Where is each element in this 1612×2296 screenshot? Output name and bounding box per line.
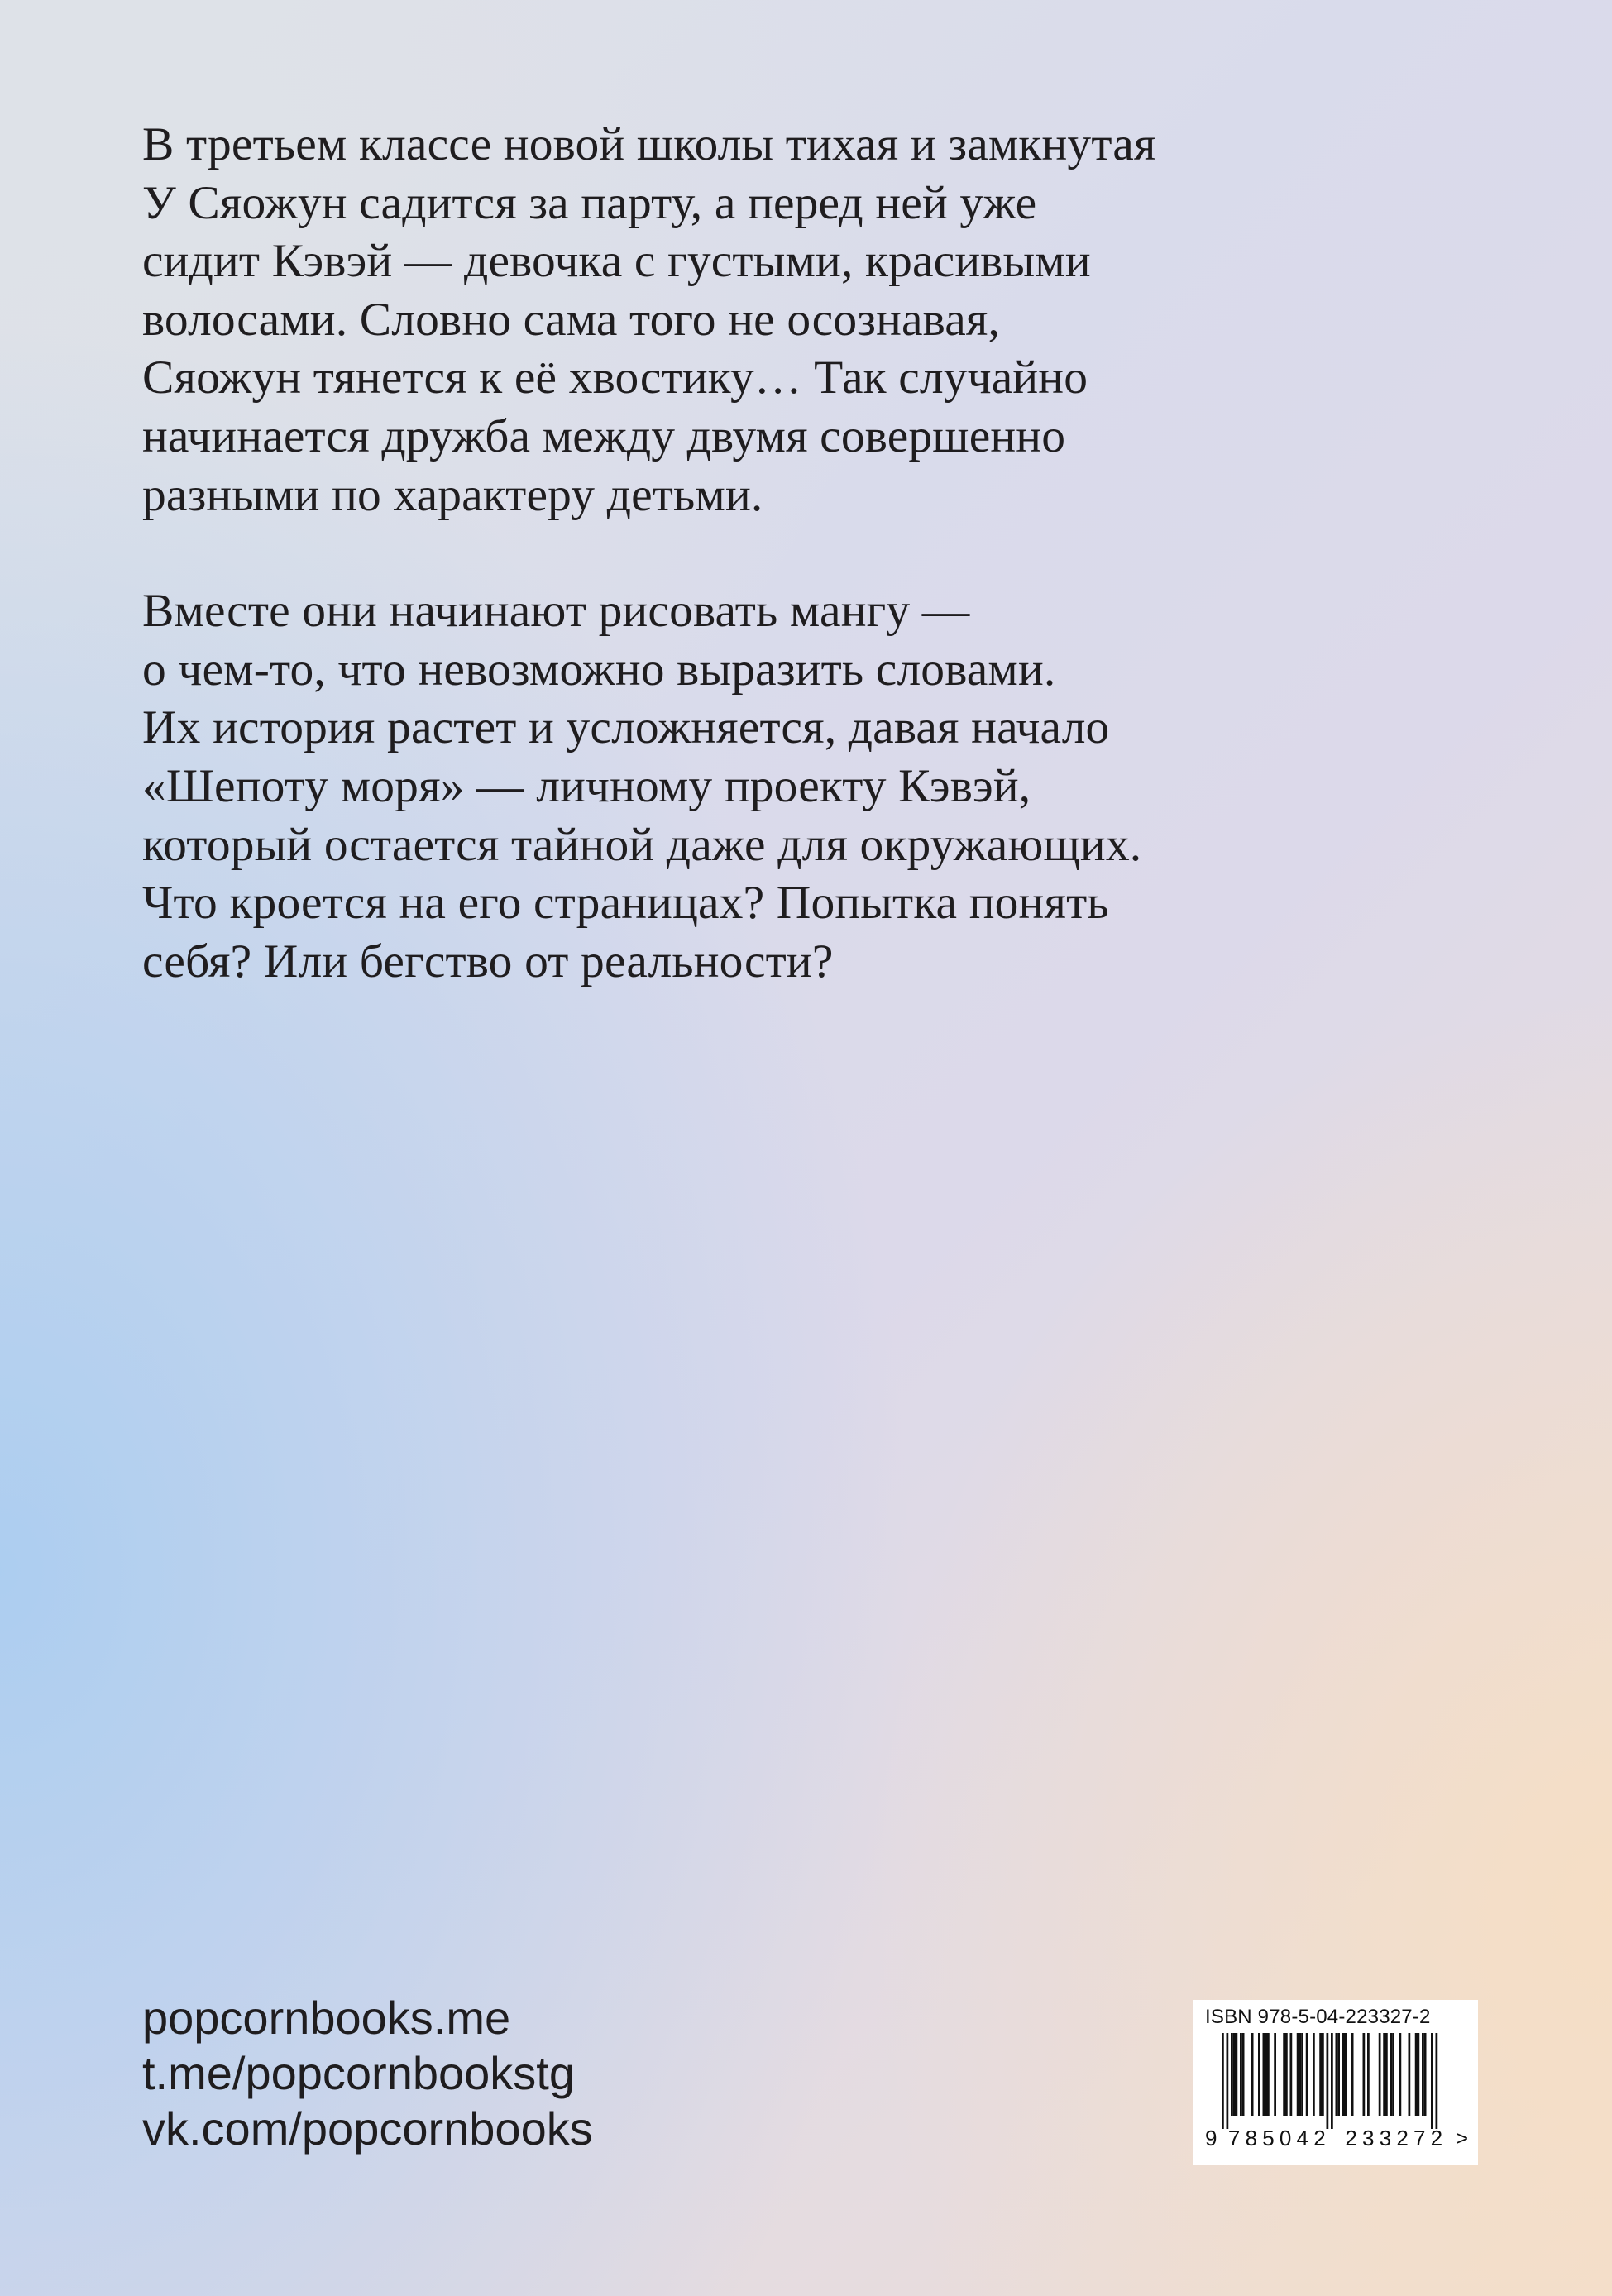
barcode-bar [1342, 2033, 1345, 2116]
barcode-bar [1392, 2033, 1394, 2116]
blurb-line: Что кроется на его страницах? Попытка понять [142, 877, 1109, 930]
barcode-guard-bar [1327, 2033, 1329, 2129]
barcode-bar [1231, 2033, 1233, 2116]
barcode-bar [1422, 2033, 1424, 2116]
blurb-line: который остается тайной даже для окружающих. [142, 818, 1142, 871]
barcode-bar [1313, 2033, 1315, 2116]
barcode-bar [1236, 2033, 1238, 2116]
barcode-bar [1251, 2033, 1254, 2116]
barcode-bar [1337, 2033, 1340, 2116]
barcode-bar [1383, 2033, 1385, 2116]
barcode-guard-bar [1331, 2033, 1333, 2129]
barcode-bar [1263, 2033, 1265, 2116]
barcode-bar [1322, 2033, 1324, 2116]
blurb-line: о чем-то, что невозможно выразить словами. [142, 643, 1056, 696]
barcode-bar [1363, 2033, 1366, 2116]
barcode-bar [1290, 2033, 1293, 2116]
barcode-end-mark: > [1455, 2126, 1469, 2150]
blurb-line: Сяожун тянется к её хвостику… Так случайно [142, 352, 1088, 404]
blurb-paragraph [142, 582, 1317, 991]
barcode-bar [1385, 2033, 1388, 2116]
blurb-line: себя? Или бегство от реальности? [142, 935, 834, 988]
barcode-bar [1274, 2033, 1276, 2116]
publisher-links [142, 1990, 593, 2156]
isbn-label: ISBN 978-5-04-223327-2 [1205, 2006, 1431, 2028]
barcode-bar [1351, 2033, 1354, 2116]
barcode-bar [1285, 2033, 1288, 2116]
barcode-bars [1205, 2033, 1468, 2131]
barcode-guard-bar [1227, 2033, 1229, 2129]
barcode-bar [1297, 2033, 1299, 2116]
barcode-bar [1301, 2033, 1303, 2116]
vk-link[interactable]: vk.com/popcornbooks [142, 2102, 593, 2155]
blurb-line: Их история растет и усложняется, давая начало [142, 701, 1110, 754]
barcode-guard-bar [1222, 2033, 1224, 2129]
blurb-line: сидит Кэвэй — девочка с густыми, красивыми [142, 235, 1091, 288]
blurb-line: У Сяожун садится за парту, а перед ней уже [142, 176, 1037, 229]
barcode-bar [1418, 2033, 1420, 2116]
barcode-guard-bar [1436, 2033, 1438, 2129]
barcode-right-group: 233272 [1345, 2126, 1448, 2150]
isbn-barcode [1193, 2000, 1478, 2165]
barcode-bar [1336, 2033, 1338, 2116]
barcode-bar [1306, 2033, 1308, 2116]
barcode-bar [1424, 2033, 1427, 2116]
barcode-bar [1379, 2033, 1381, 2116]
website-link[interactable]: popcornbooks.me [142, 1992, 511, 2044]
barcode-bar [1258, 2033, 1260, 2116]
barcode-bar [1240, 2033, 1242, 2116]
barcode-bar [1283, 2033, 1285, 2116]
barcode-digits [1205, 2127, 1468, 2149]
blurb-line: В третьем классе новой школы тихая и замкнутая [142, 118, 1156, 170]
barcode-bar [1409, 2033, 1411, 2116]
blurb-line: Вместе они начинают рисовать мангу — [142, 585, 970, 638]
barcode-bar [1242, 2033, 1245, 2116]
barcode-guard-bar [1431, 2033, 1433, 2129]
blurb-paragraph [142, 116, 1317, 524]
barcode-bar [1415, 2033, 1418, 2116]
barcode-first-digit: 9 [1205, 2126, 1217, 2150]
barcode-bar [1345, 2033, 1347, 2116]
barcode-bar [1233, 2033, 1236, 2116]
blurb-line: волосами. Словно сама того не осознавая, [142, 293, 1001, 346]
barcode-bar [1399, 2033, 1402, 2116]
barcode-left-group: 785042 [1227, 2126, 1331, 2150]
barcode-bar [1367, 2033, 1370, 2116]
barcode-bar [1319, 2033, 1322, 2116]
barcode-bar [1267, 2033, 1270, 2116]
barcode-bar [1390, 2033, 1393, 2116]
blurb-line: начинается дружба между двумя совершенно [142, 409, 1066, 462]
telegram-link[interactable]: t.me/popcornbookstg [142, 2047, 575, 2099]
blurb-line: разными по характеру детьми. [142, 468, 763, 521]
book-blurb [142, 116, 1317, 991]
blurb-line: «Шепоту моря» — личному проекту Кэвэй, [142, 759, 1031, 812]
barcode-bar [1299, 2033, 1302, 2116]
barcode-bar [1265, 2033, 1267, 2116]
